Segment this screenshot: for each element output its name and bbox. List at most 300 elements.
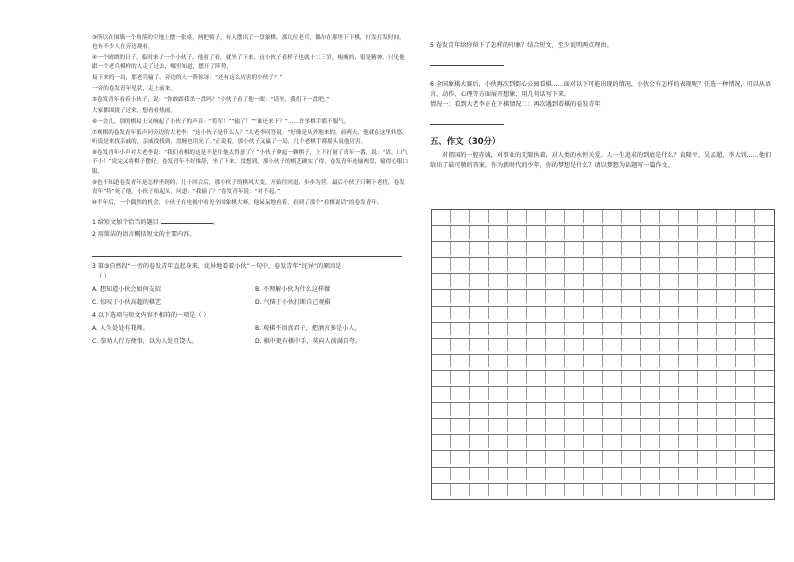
grid-cell[interactable] bbox=[527, 258, 546, 271]
grid-cell[interactable] bbox=[489, 403, 508, 416]
grid-cell[interactable] bbox=[432, 419, 451, 432]
grid-cell[interactable] bbox=[565, 258, 584, 271]
grid-cell[interactable] bbox=[508, 468, 527, 481]
grid-cell[interactable] bbox=[432, 339, 451, 352]
grid-cell[interactable] bbox=[451, 355, 470, 368]
grid-cell[interactable] bbox=[660, 451, 679, 464]
grid-cell[interactable] bbox=[451, 307, 470, 320]
grid-cell[interactable] bbox=[679, 435, 698, 448]
grid-cell[interactable] bbox=[698, 258, 717, 271]
grid-cell[interactable] bbox=[622, 258, 641, 271]
grid-cell[interactable] bbox=[755, 274, 774, 287]
grid-cell[interactable] bbox=[641, 468, 660, 481]
grid-cell[interactable] bbox=[603, 355, 622, 368]
grid-cell[interactable] bbox=[603, 210, 622, 223]
grid-cell[interactable] bbox=[565, 274, 584, 287]
grid-cell[interactable] bbox=[736, 355, 755, 368]
grid-cell[interactable] bbox=[698, 435, 717, 448]
grid-cell[interactable] bbox=[717, 274, 736, 287]
grid-cell[interactable] bbox=[432, 210, 451, 223]
grid-cell[interactable] bbox=[736, 339, 755, 352]
grid-cell[interactable] bbox=[527, 210, 546, 223]
grid-cell[interactable] bbox=[565, 210, 584, 223]
grid-cell[interactable] bbox=[641, 323, 660, 336]
grid-cell[interactable] bbox=[451, 451, 470, 464]
grid-cell[interactable] bbox=[622, 210, 641, 223]
grid-cell[interactable] bbox=[660, 242, 679, 255]
grid-cell[interactable] bbox=[603, 371, 622, 384]
grid-cell[interactable] bbox=[755, 290, 774, 303]
grid-cell[interactable] bbox=[489, 258, 508, 271]
grid-cell[interactable] bbox=[755, 371, 774, 384]
grid-cell[interactable] bbox=[622, 484, 641, 497]
grid-cell[interactable] bbox=[755, 226, 774, 239]
grid-cell[interactable] bbox=[736, 258, 755, 271]
grid-cell[interactable] bbox=[508, 451, 527, 464]
grid-cell[interactable] bbox=[546, 484, 565, 497]
grid-cell[interactable] bbox=[622, 403, 641, 416]
grid-cell[interactable] bbox=[603, 226, 622, 239]
grid-cell[interactable] bbox=[641, 387, 660, 400]
grid-cell[interactable] bbox=[527, 371, 546, 384]
grid-cell[interactable] bbox=[717, 242, 736, 255]
grid-cell[interactable] bbox=[527, 323, 546, 336]
grid-cell[interactable] bbox=[679, 274, 698, 287]
grid-cell[interactable] bbox=[679, 468, 698, 481]
grid-cell[interactable] bbox=[698, 339, 717, 352]
grid-cell[interactable] bbox=[527, 339, 546, 352]
grid-cell[interactable] bbox=[451, 468, 470, 481]
grid-cell[interactable] bbox=[432, 371, 451, 384]
grid-cell[interactable] bbox=[698, 242, 717, 255]
grid-cell[interactable] bbox=[432, 435, 451, 448]
grid-cell[interactable] bbox=[470, 210, 489, 223]
grid-cell[interactable] bbox=[755, 387, 774, 400]
grid-cell[interactable] bbox=[470, 387, 489, 400]
grid-cell[interactable] bbox=[584, 226, 603, 239]
grid-cell[interactable] bbox=[470, 371, 489, 384]
grid-cell[interactable] bbox=[622, 290, 641, 303]
grid-cell[interactable] bbox=[584, 290, 603, 303]
grid-cell[interactable] bbox=[755, 242, 774, 255]
grid-cell[interactable] bbox=[508, 210, 527, 223]
grid-cell[interactable] bbox=[641, 339, 660, 352]
grid-cell[interactable] bbox=[603, 403, 622, 416]
grid-cell[interactable] bbox=[565, 403, 584, 416]
grid-cell[interactable] bbox=[508, 274, 527, 287]
grid-cell[interactable] bbox=[508, 307, 527, 320]
grid-cell[interactable] bbox=[717, 290, 736, 303]
grid-cell[interactable] bbox=[679, 403, 698, 416]
grid-cell[interactable] bbox=[432, 307, 451, 320]
grid-cell[interactable] bbox=[508, 419, 527, 432]
grid-cell[interactable] bbox=[470, 451, 489, 464]
grid-cell[interactable] bbox=[660, 419, 679, 432]
grid-cell[interactable] bbox=[527, 355, 546, 368]
grid-cell[interactable] bbox=[451, 339, 470, 352]
grid-cell[interactable] bbox=[470, 226, 489, 239]
grid-cell[interactable] bbox=[432, 484, 451, 497]
grid-cell[interactable] bbox=[755, 451, 774, 464]
grid-cell[interactable] bbox=[660, 226, 679, 239]
grid-cell[interactable] bbox=[546, 387, 565, 400]
grid-cell[interactable] bbox=[489, 371, 508, 384]
grid-cell[interactable] bbox=[698, 371, 717, 384]
grid-cell[interactable] bbox=[603, 323, 622, 336]
grid-cell[interactable] bbox=[679, 323, 698, 336]
grid-cell[interactable] bbox=[679, 210, 698, 223]
grid-cell[interactable] bbox=[470, 307, 489, 320]
grid-cell[interactable] bbox=[660, 387, 679, 400]
grid-cell[interactable] bbox=[584, 242, 603, 255]
grid-cell[interactable] bbox=[508, 258, 527, 271]
grid-cell[interactable] bbox=[432, 274, 451, 287]
grid-cell[interactable] bbox=[508, 387, 527, 400]
grid-cell[interactable] bbox=[565, 323, 584, 336]
grid-cell[interactable] bbox=[755, 435, 774, 448]
grid-cell[interactable] bbox=[432, 355, 451, 368]
grid-cell[interactable] bbox=[622, 307, 641, 320]
grid-cell[interactable] bbox=[717, 210, 736, 223]
grid-cell[interactable] bbox=[622, 339, 641, 352]
grid-cell[interactable] bbox=[736, 307, 755, 320]
grid-cell[interactable] bbox=[470, 323, 489, 336]
grid-cell[interactable] bbox=[660, 290, 679, 303]
grid-cell[interactable] bbox=[641, 484, 660, 497]
grid-cell[interactable] bbox=[660, 307, 679, 320]
grid-cell[interactable] bbox=[603, 387, 622, 400]
grid-cell[interactable] bbox=[451, 274, 470, 287]
grid-cell[interactable] bbox=[470, 403, 489, 416]
grid-cell[interactable] bbox=[717, 419, 736, 432]
grid-cell[interactable] bbox=[470, 242, 489, 255]
grid-cell[interactable] bbox=[546, 290, 565, 303]
grid-cell[interactable] bbox=[508, 290, 527, 303]
grid-cell[interactable] bbox=[584, 210, 603, 223]
grid-cell[interactable] bbox=[489, 419, 508, 432]
grid-cell[interactable] bbox=[584, 355, 603, 368]
grid-cell[interactable] bbox=[622, 242, 641, 255]
grid-cell[interactable] bbox=[489, 274, 508, 287]
grid-cell[interactable] bbox=[508, 435, 527, 448]
grid-cell[interactable] bbox=[546, 226, 565, 239]
grid-cell[interactable] bbox=[565, 371, 584, 384]
grid-cell[interactable] bbox=[660, 355, 679, 368]
grid-cell[interactable] bbox=[508, 355, 527, 368]
grid-cell[interactable] bbox=[736, 290, 755, 303]
grid-cell[interactable] bbox=[432, 290, 451, 303]
grid-cell[interactable] bbox=[451, 242, 470, 255]
grid-cell[interactable] bbox=[622, 226, 641, 239]
grid-cell[interactable] bbox=[470, 290, 489, 303]
grid-cell[interactable] bbox=[432, 451, 451, 464]
grid-cell[interactable] bbox=[736, 242, 755, 255]
grid-cell[interactable] bbox=[736, 451, 755, 464]
grid-cell[interactable] bbox=[584, 371, 603, 384]
grid-cell[interactable] bbox=[565, 226, 584, 239]
grid-cell[interactable] bbox=[432, 387, 451, 400]
grid-cell[interactable] bbox=[698, 403, 717, 416]
grid-cell[interactable] bbox=[508, 371, 527, 384]
grid-cell[interactable] bbox=[432, 403, 451, 416]
grid-cell[interactable] bbox=[736, 323, 755, 336]
grid-cell[interactable] bbox=[470, 355, 489, 368]
grid-cell[interactable] bbox=[584, 387, 603, 400]
grid-cell[interactable] bbox=[489, 451, 508, 464]
grid-cell[interactable] bbox=[489, 290, 508, 303]
grid-cell[interactable] bbox=[717, 258, 736, 271]
grid-cell[interactable] bbox=[660, 210, 679, 223]
grid-cell[interactable] bbox=[736, 484, 755, 497]
grid-cell[interactable] bbox=[679, 242, 698, 255]
grid-cell[interactable] bbox=[698, 307, 717, 320]
grid-cell[interactable] bbox=[470, 339, 489, 352]
grid-cell[interactable] bbox=[527, 468, 546, 481]
grid-cell[interactable] bbox=[527, 290, 546, 303]
grid-cell[interactable] bbox=[432, 323, 451, 336]
grid-cell[interactable] bbox=[565, 290, 584, 303]
grid-cell[interactable] bbox=[736, 435, 755, 448]
grid-cell[interactable] bbox=[546, 339, 565, 352]
grid-cell[interactable] bbox=[584, 323, 603, 336]
grid-cell[interactable] bbox=[717, 468, 736, 481]
grid-cell[interactable] bbox=[717, 403, 736, 416]
grid-cell[interactable] bbox=[584, 274, 603, 287]
grid-cell[interactable] bbox=[679, 387, 698, 400]
grid-cell[interactable] bbox=[717, 387, 736, 400]
grid-cell[interactable] bbox=[641, 435, 660, 448]
grid-cell[interactable] bbox=[660, 371, 679, 384]
grid-cell[interactable] bbox=[641, 307, 660, 320]
grid-cell[interactable] bbox=[546, 468, 565, 481]
grid-cell[interactable] bbox=[489, 307, 508, 320]
grid-cell[interactable] bbox=[489, 226, 508, 239]
grid-cell[interactable] bbox=[451, 323, 470, 336]
grid-cell[interactable] bbox=[565, 242, 584, 255]
grid-cell[interactable] bbox=[451, 258, 470, 271]
grid-cell[interactable] bbox=[736, 226, 755, 239]
grid-cell[interactable] bbox=[641, 210, 660, 223]
grid-cell[interactable] bbox=[546, 323, 565, 336]
grid-cell[interactable] bbox=[489, 484, 508, 497]
grid-cell[interactable] bbox=[546, 242, 565, 255]
grid-cell[interactable] bbox=[755, 307, 774, 320]
grid-cell[interactable] bbox=[489, 242, 508, 255]
grid-cell[interactable] bbox=[489, 435, 508, 448]
grid-cell[interactable] bbox=[717, 339, 736, 352]
grid-cell[interactable] bbox=[641, 451, 660, 464]
grid-cell[interactable] bbox=[736, 371, 755, 384]
grid-cell[interactable] bbox=[432, 226, 451, 239]
grid-cell[interactable] bbox=[508, 242, 527, 255]
grid-cell[interactable] bbox=[622, 387, 641, 400]
grid-cell[interactable] bbox=[717, 435, 736, 448]
grid-cell[interactable] bbox=[565, 435, 584, 448]
grid-cell[interactable] bbox=[717, 323, 736, 336]
grid-cell[interactable] bbox=[451, 210, 470, 223]
grid-cell[interactable] bbox=[603, 307, 622, 320]
grid-cell[interactable] bbox=[584, 484, 603, 497]
grid-cell[interactable] bbox=[717, 226, 736, 239]
grid-cell[interactable] bbox=[679, 419, 698, 432]
grid-cell[interactable] bbox=[660, 484, 679, 497]
grid-cell[interactable] bbox=[660, 258, 679, 271]
grid-cell[interactable] bbox=[679, 484, 698, 497]
grid-cell[interactable] bbox=[565, 468, 584, 481]
grid-cell[interactable] bbox=[603, 435, 622, 448]
grid-cell[interactable] bbox=[565, 355, 584, 368]
grid-cell[interactable] bbox=[584, 451, 603, 464]
grid-cell[interactable] bbox=[470, 258, 489, 271]
grid-cell[interactable] bbox=[527, 307, 546, 320]
grid-cell[interactable] bbox=[622, 451, 641, 464]
grid-cell[interactable] bbox=[679, 307, 698, 320]
grid-cell[interactable] bbox=[603, 451, 622, 464]
writing-grid[interactable] bbox=[431, 209, 775, 500]
grid-cell[interactable] bbox=[527, 451, 546, 464]
grid-cell[interactable] bbox=[489, 339, 508, 352]
grid-cell[interactable] bbox=[527, 484, 546, 497]
grid-cell[interactable] bbox=[451, 484, 470, 497]
grid-cell[interactable] bbox=[736, 274, 755, 287]
grid-cell[interactable] bbox=[755, 468, 774, 481]
grid-cell[interactable] bbox=[698, 210, 717, 223]
grid-cell[interactable] bbox=[546, 419, 565, 432]
grid-cell[interactable] bbox=[698, 290, 717, 303]
grid-cell[interactable] bbox=[470, 419, 489, 432]
grid-cell[interactable] bbox=[717, 451, 736, 464]
grid-cell[interactable] bbox=[660, 403, 679, 416]
grid-cell[interactable] bbox=[755, 419, 774, 432]
grid-cell[interactable] bbox=[603, 468, 622, 481]
grid-cell[interactable] bbox=[698, 419, 717, 432]
grid-cell[interactable] bbox=[698, 323, 717, 336]
grid-cell[interactable] bbox=[603, 242, 622, 255]
grid-cell[interactable] bbox=[622, 274, 641, 287]
grid-cell[interactable] bbox=[755, 403, 774, 416]
grid-cell[interactable] bbox=[679, 355, 698, 368]
grid-cell[interactable] bbox=[736, 419, 755, 432]
grid-cell[interactable] bbox=[698, 355, 717, 368]
grid-cell[interactable] bbox=[565, 484, 584, 497]
grid-cell[interactable] bbox=[565, 451, 584, 464]
grid-cell[interactable] bbox=[508, 403, 527, 416]
grid-cell[interactable] bbox=[527, 274, 546, 287]
grid-cell[interactable] bbox=[603, 274, 622, 287]
grid-cell[interactable] bbox=[755, 258, 774, 271]
grid-cell[interactable] bbox=[527, 403, 546, 416]
grid-cell[interactable] bbox=[546, 258, 565, 271]
grid-cell[interactable] bbox=[546, 371, 565, 384]
grid-cell[interactable] bbox=[641, 403, 660, 416]
grid-cell[interactable] bbox=[622, 323, 641, 336]
grid-cell[interactable] bbox=[489, 355, 508, 368]
grid-cell[interactable] bbox=[546, 435, 565, 448]
grid-cell[interactable] bbox=[527, 387, 546, 400]
grid-cell[interactable] bbox=[546, 403, 565, 416]
grid-cell[interactable] bbox=[508, 226, 527, 239]
grid-cell[interactable] bbox=[470, 468, 489, 481]
grid-cell[interactable] bbox=[565, 387, 584, 400]
grid-cell[interactable] bbox=[717, 484, 736, 497]
grid-cell[interactable] bbox=[451, 435, 470, 448]
grid-cell[interactable] bbox=[755, 210, 774, 223]
grid-cell[interactable] bbox=[717, 371, 736, 384]
grid-cell[interactable] bbox=[584, 258, 603, 271]
grid-cell[interactable] bbox=[622, 468, 641, 481]
grid-cell[interactable] bbox=[470, 435, 489, 448]
grid-cell[interactable] bbox=[603, 419, 622, 432]
grid-cell[interactable] bbox=[451, 290, 470, 303]
grid-cell[interactable] bbox=[546, 274, 565, 287]
grid-cell[interactable] bbox=[451, 403, 470, 416]
grid-cell[interactable] bbox=[660, 274, 679, 287]
grid-cell[interactable] bbox=[584, 307, 603, 320]
grid-cell[interactable] bbox=[622, 419, 641, 432]
grid-cell[interactable] bbox=[603, 258, 622, 271]
grid-cell[interactable] bbox=[470, 484, 489, 497]
grid-cell[interactable] bbox=[584, 339, 603, 352]
grid-cell[interactable] bbox=[432, 242, 451, 255]
grid-cell[interactable] bbox=[527, 226, 546, 239]
grid-cell[interactable] bbox=[679, 451, 698, 464]
grid-cell[interactable] bbox=[736, 403, 755, 416]
grid-cell[interactable] bbox=[679, 258, 698, 271]
grid-cell[interactable] bbox=[432, 468, 451, 481]
grid-cell[interactable] bbox=[698, 468, 717, 481]
grid-cell[interactable] bbox=[508, 323, 527, 336]
grid-cell[interactable] bbox=[565, 419, 584, 432]
grid-cell[interactable] bbox=[698, 451, 717, 464]
grid-cell[interactable] bbox=[660, 323, 679, 336]
grid-cell[interactable] bbox=[641, 355, 660, 368]
grid-cell[interactable] bbox=[565, 307, 584, 320]
grid-cell[interactable] bbox=[584, 435, 603, 448]
grid-cell[interactable] bbox=[622, 371, 641, 384]
grid-cell[interactable] bbox=[698, 226, 717, 239]
grid-cell[interactable] bbox=[622, 355, 641, 368]
grid-cell[interactable] bbox=[679, 290, 698, 303]
grid-cell[interactable] bbox=[546, 451, 565, 464]
grid-cell[interactable] bbox=[717, 307, 736, 320]
grid-cell[interactable] bbox=[451, 387, 470, 400]
grid-cell[interactable] bbox=[755, 323, 774, 336]
grid-cell[interactable] bbox=[641, 258, 660, 271]
grid-cell[interactable] bbox=[641, 274, 660, 287]
grid-cell[interactable] bbox=[679, 371, 698, 384]
grid-cell[interactable] bbox=[584, 468, 603, 481]
grid-cell[interactable] bbox=[736, 387, 755, 400]
grid-cell[interactable] bbox=[451, 371, 470, 384]
grid-cell[interactable] bbox=[641, 226, 660, 239]
grid-cell[interactable] bbox=[489, 387, 508, 400]
grid-cell[interactable] bbox=[546, 210, 565, 223]
grid-cell[interactable] bbox=[755, 339, 774, 352]
grid-cell[interactable] bbox=[565, 339, 584, 352]
grid-cell[interactable] bbox=[660, 468, 679, 481]
grid-cell[interactable] bbox=[679, 226, 698, 239]
grid-cell[interactable] bbox=[698, 387, 717, 400]
grid-cell[interactable] bbox=[603, 290, 622, 303]
grid-cell[interactable] bbox=[698, 484, 717, 497]
grid-cell[interactable] bbox=[451, 419, 470, 432]
grid-cell[interactable] bbox=[489, 323, 508, 336]
grid-cell[interactable] bbox=[584, 403, 603, 416]
grid-cell[interactable] bbox=[451, 226, 470, 239]
grid-cell[interactable] bbox=[584, 419, 603, 432]
grid-cell[interactable] bbox=[546, 307, 565, 320]
grid-cell[interactable] bbox=[641, 242, 660, 255]
